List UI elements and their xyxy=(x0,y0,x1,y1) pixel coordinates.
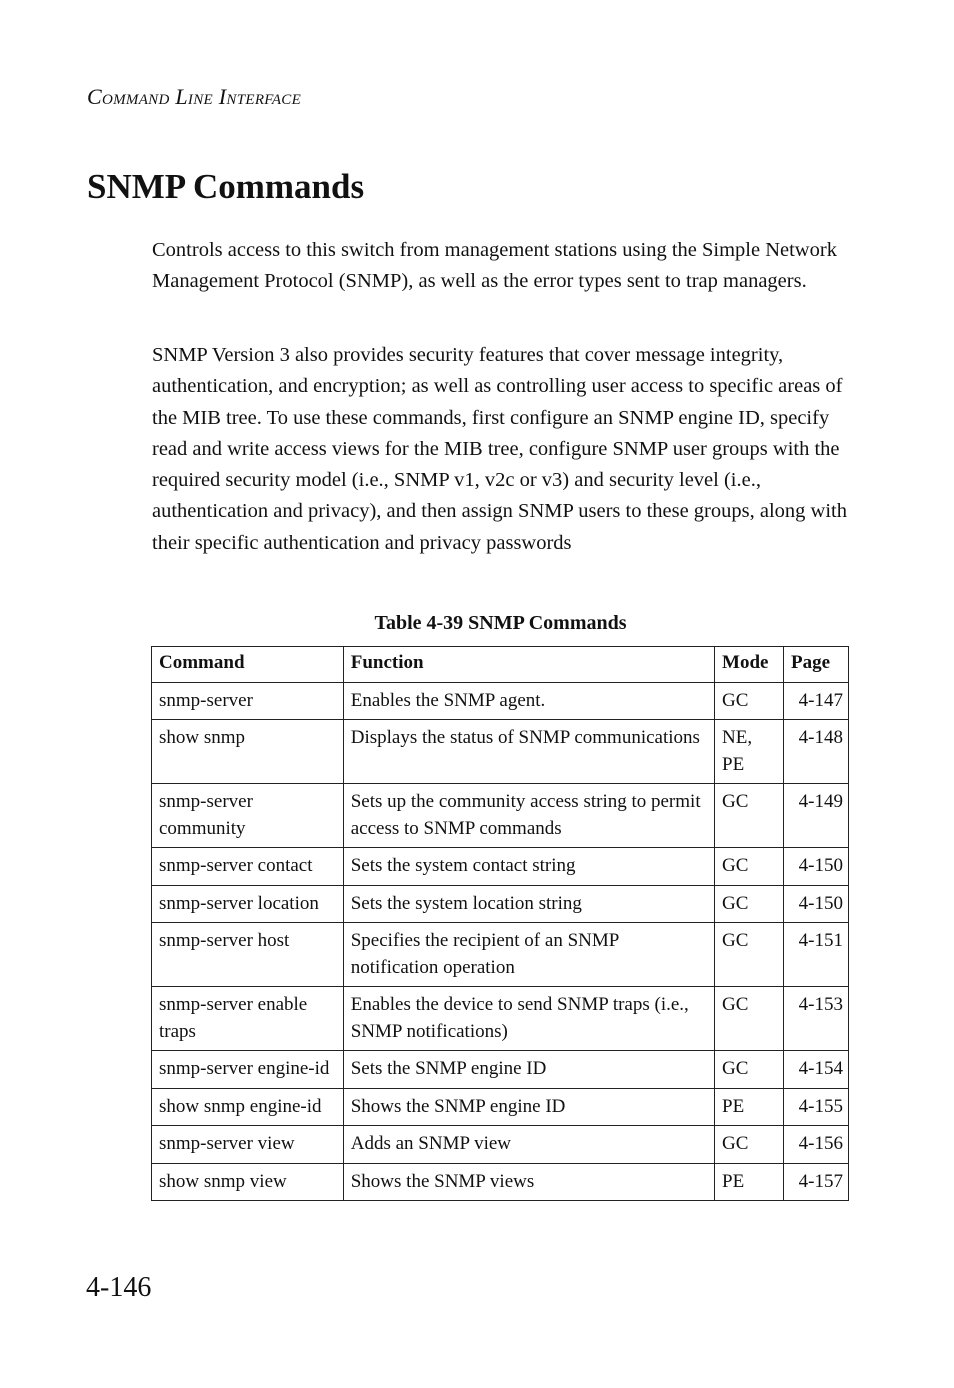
header-page: Page xyxy=(784,647,849,683)
mode-cell: GC xyxy=(715,885,784,923)
function-cell: Adds an SNMP view xyxy=(343,1126,714,1164)
command-cell: snmp-server location xyxy=(152,885,344,923)
function-cell: Specifies the recipient of an SNMP notification operation xyxy=(343,923,714,987)
mode-cell: GC xyxy=(715,1051,784,1089)
function-cell: Enables the SNMP agent. xyxy=(343,682,714,720)
table-row xyxy=(152,784,849,848)
running-head: Command Line Interface xyxy=(87,84,302,109)
table-row xyxy=(152,1126,849,1164)
page-number: 4-146 xyxy=(86,1272,152,1303)
mode-cell: GC xyxy=(715,784,784,848)
page-cell: 4-155 xyxy=(784,1088,849,1126)
page-cell: 4-156 xyxy=(784,1126,849,1164)
header-command: Command xyxy=(152,647,344,683)
table-row xyxy=(152,1088,849,1126)
page-cell: 4-147 xyxy=(784,682,849,720)
table-row xyxy=(152,987,849,1051)
table-row xyxy=(152,923,849,987)
mode-cell: GC xyxy=(715,987,784,1051)
table-row xyxy=(152,848,849,886)
page-cell: 4-151 xyxy=(784,923,849,987)
page-cell: 4-157 xyxy=(784,1163,849,1201)
page-cell: 4-150 xyxy=(784,848,849,886)
command-cell: snmp-server community xyxy=(152,784,344,848)
mode-cell: GC xyxy=(715,1126,784,1164)
function-cell: Sets the system location string xyxy=(343,885,714,923)
command-cell: snmp-server contact xyxy=(152,848,344,886)
page-cell: 4-148 xyxy=(784,720,849,784)
table-row xyxy=(152,720,849,784)
function-cell: Displays the status of SNMP communications xyxy=(343,720,714,784)
function-cell: Sets up the community access string to permit access to SNMP commands xyxy=(343,784,714,848)
mode-cell: NE, PE xyxy=(715,720,784,784)
snmpv3-paragraph: SNMP Version 3 also provides security features that cover message integrity, authentication, and encryption; as well as controlling user access to specific areas of the MIB tree. To use these commands, first configure an SNMP engine ID, specify read and write access views for the MIB tree, configure SNMP user groups with the required security model (i.e., SNMP v1, v2c or v3) and security level (i.e., authentication and privacy), and then assign SNMP users to these groups, along with their specific authentication and privacy passwords xyxy=(152,344,847,554)
command-cell: snmp-server xyxy=(152,682,344,720)
command-cell: show snmp xyxy=(152,720,344,784)
page-cell: 4-150 xyxy=(784,885,849,923)
mode-cell: GC xyxy=(715,848,784,886)
intro-paragraph: Controls access to this switch from management stations using the Simple Network Management Protocol (SNMP), as well as the error types sent to trap managers. xyxy=(152,239,837,293)
table-row xyxy=(152,885,849,923)
command-cell: snmp-server enable traps xyxy=(152,987,344,1051)
mode-cell: PE xyxy=(715,1163,784,1201)
command-cell: snmp-server engine-id xyxy=(152,1051,344,1089)
function-cell: Sets the system contact string xyxy=(343,848,714,886)
page-cell: 4-149 xyxy=(784,784,849,848)
mode-cell: GC xyxy=(715,923,784,987)
command-cell: show snmp engine-id xyxy=(152,1088,344,1126)
header-function: Function xyxy=(343,647,714,683)
function-cell: Shows the SNMP views xyxy=(343,1163,714,1201)
mode-cell: PE xyxy=(715,1088,784,1126)
table-row xyxy=(152,1051,849,1089)
function-cell: Sets the SNMP engine ID xyxy=(343,1051,714,1089)
snmp-commands-table xyxy=(151,646,849,1201)
command-cell: snmp-server view xyxy=(152,1126,344,1164)
mode-cell: GC xyxy=(715,682,784,720)
page-title: SNMP Commands xyxy=(87,167,365,206)
function-cell: Shows the SNMP engine ID xyxy=(343,1088,714,1126)
command-cell: snmp-server host xyxy=(152,923,344,987)
page-cell: 4-153 xyxy=(784,987,849,1051)
page-cell: 4-154 xyxy=(784,1051,849,1089)
table-header-row xyxy=(152,647,849,683)
command-cell: show snmp view xyxy=(152,1163,344,1201)
table-row xyxy=(152,682,849,720)
table-caption: Table 4-39 SNMP Commands xyxy=(374,612,627,634)
header-mode: Mode xyxy=(715,647,784,683)
function-cell: Enables the device to send SNMP traps (i.e., SNMP notifications) xyxy=(343,987,714,1051)
table-row xyxy=(152,1163,849,1201)
